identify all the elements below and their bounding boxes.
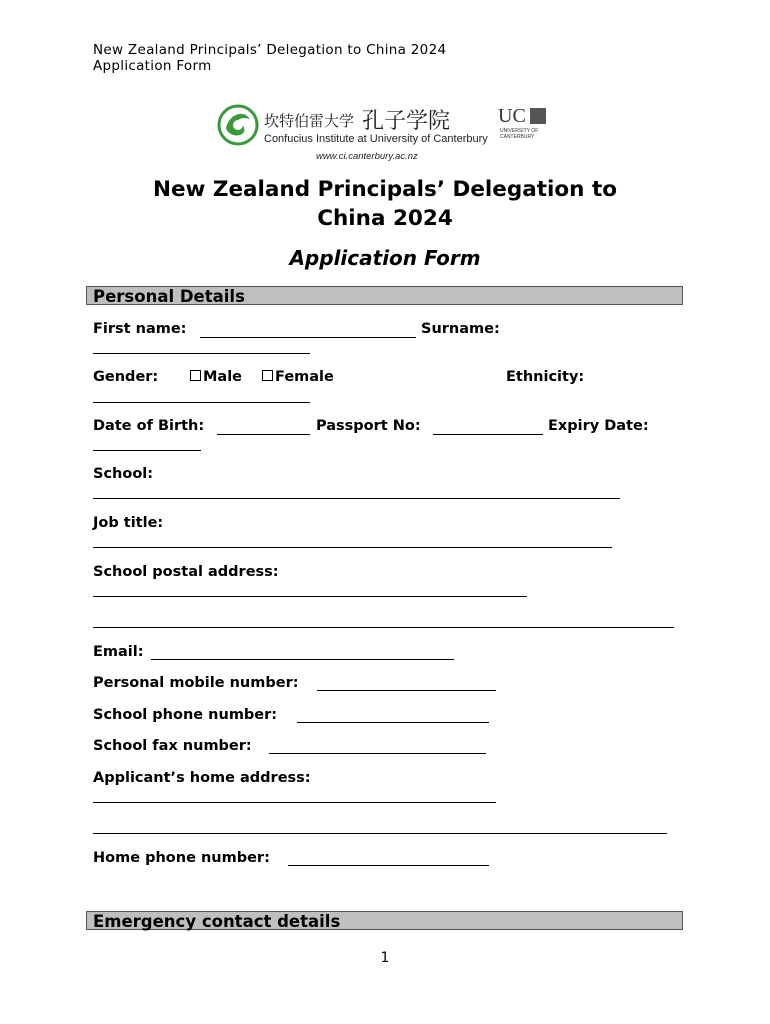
surname-field[interactable] (93, 353, 310, 354)
female-checkbox[interactable] (262, 370, 273, 381)
school-fax-label: School fax number: (93, 738, 252, 754)
gender-female-option[interactable] (262, 369, 334, 385)
school-label: School: (93, 466, 154, 482)
dob-label: Date of Birth: (93, 418, 205, 434)
logo-chinese-name: 坎特伯雷大学 (264, 112, 355, 130)
expiry-label: Expiry Date: (548, 418, 649, 434)
logo-url: www.ci.canterbury.ac.nz (316, 151, 418, 162)
email-field[interactable] (151, 659, 454, 660)
school-postal-field-1[interactable] (93, 596, 527, 597)
dob-field[interactable] (217, 434, 310, 435)
mobile-field[interactable] (317, 690, 496, 691)
surname-label: Surname: (421, 321, 500, 337)
mobile-label: Personal mobile number: (93, 675, 299, 691)
job-title-label: Job title: (93, 515, 164, 531)
logo-graphic (216, 100, 556, 166)
page-title-line1: New Zealand Principals’ Delegation to (152, 177, 618, 202)
school-fax-field[interactable] (269, 753, 486, 754)
male-checkbox[interactable] (190, 370, 201, 381)
ethnicity-field[interactable] (93, 402, 310, 403)
header-title: New Zealand Principals’ Delegation to China 2024 (93, 42, 447, 58)
header-subtitle: Application Form (93, 58, 212, 74)
home-address-field-2[interactable] (93, 833, 667, 834)
first-name-field[interactable] (200, 337, 416, 338)
gender-male-option[interactable] (190, 369, 242, 385)
job-title-field[interactable] (93, 547, 612, 548)
section-personal-details: Personal Details (86, 286, 683, 305)
school-postal-label: School postal address: (93, 564, 279, 580)
confucius-institute-logo (216, 100, 556, 166)
home-address-field-1[interactable] (93, 802, 496, 803)
logo-uc-caption-2: CANTERBURY (500, 134, 535, 140)
logo-english-name: Confucius Institute at University of Canterbury (264, 133, 488, 145)
passport-field[interactable] (433, 434, 543, 435)
school-field[interactable] (93, 498, 620, 499)
male-label: Male (203, 369, 243, 385)
home-phone-label: Home phone number: (93, 850, 270, 866)
first-name-label: First name: (93, 321, 187, 337)
page-number: 1 (380, 950, 390, 966)
school-phone-field[interactable] (297, 722, 489, 723)
home-phone-field[interactable] (288, 865, 489, 866)
page-subtitle: Application Form (289, 246, 481, 270)
school-phone-label: School phone number: (93, 707, 278, 723)
email-label: Email: (93, 644, 144, 660)
passport-label: Passport No: (316, 418, 421, 434)
logo-chinese-institute: 孔子学院 (362, 109, 451, 134)
logo-uc-letters: UC (498, 105, 526, 127)
page-title-line2: China 2024 (317, 206, 453, 231)
uc-crest-icon (530, 108, 546, 124)
gender-label: Gender: (93, 369, 159, 385)
female-label: Female (275, 369, 334, 385)
ethnicity-label: Ethnicity: (506, 369, 585, 385)
home-address-label: Applicant’s home address: (93, 770, 311, 786)
school-postal-field-2[interactable] (93, 627, 674, 628)
expiry-field[interactable] (93, 450, 201, 451)
logo-uc-caption-1: UNIVERSITY OF (500, 128, 539, 134)
section-emergency-contact: Emergency contact details (86, 911, 683, 930)
